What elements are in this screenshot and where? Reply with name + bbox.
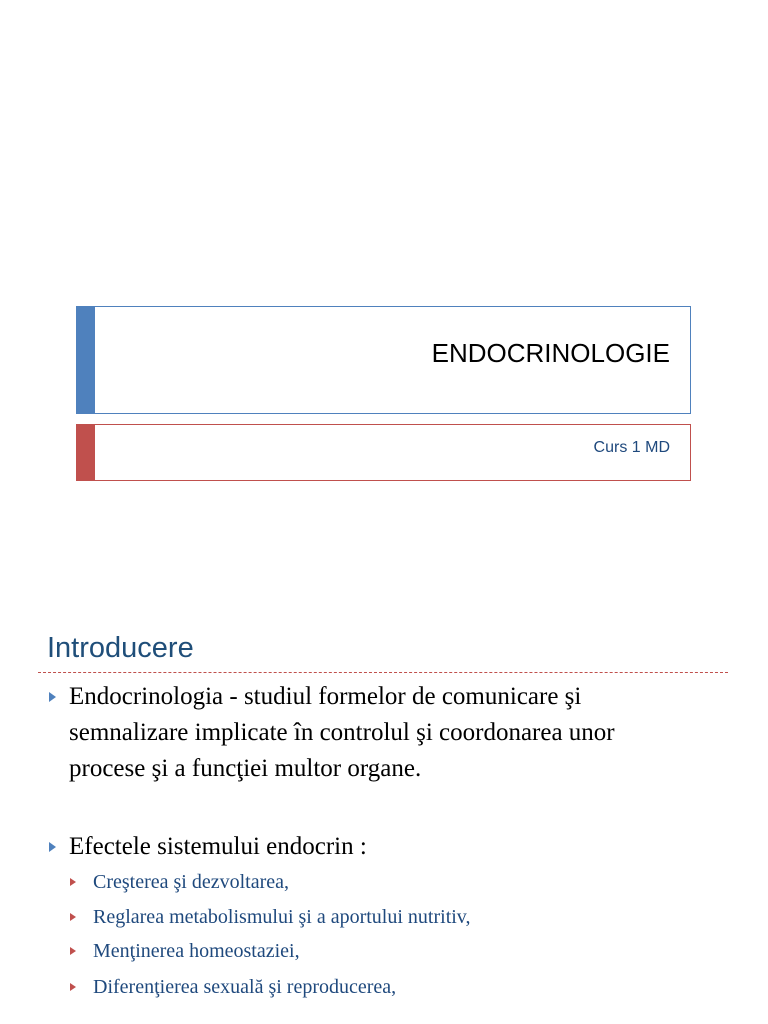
small-triangle-bullet-icon xyxy=(70,878,76,886)
triangle-bullet-icon xyxy=(49,692,56,702)
bullet-text-line: semnalizare implicate în controlul şi coordonarea unor xyxy=(69,719,615,746)
content-slide xyxy=(0,576,768,1024)
sub-bullet-text: Creşterea şi dezvoltarea, xyxy=(93,871,290,893)
slide-subtitle: Curs 1 MD xyxy=(593,439,670,456)
slide-title: ENDOCRINOLOGIE xyxy=(431,338,670,368)
heading-divider xyxy=(38,672,728,673)
slide-heading: Introducere xyxy=(47,632,194,664)
sub-bullet-text: Diferenţierea sexuală şi reproducerea, xyxy=(93,976,397,998)
bullet-text-line: Endocrinologia - studiul formelor de comunicare şi xyxy=(69,683,582,710)
small-triangle-bullet-icon xyxy=(70,947,76,955)
sub-bullet-text: Reglarea metabolismului şi a aportului nutritiv, xyxy=(93,906,471,928)
sub-bullet-text: Menţinerea homeostaziei, xyxy=(93,940,300,962)
subtitle-accent-bar xyxy=(76,424,95,481)
small-triangle-bullet-icon xyxy=(70,983,76,991)
triangle-bullet-icon xyxy=(49,842,56,852)
small-triangle-bullet-icon xyxy=(70,913,76,921)
bullet-text-line: procese şi a funcţiei multor organe. xyxy=(69,755,422,782)
title-accent-bar xyxy=(76,306,95,414)
bullet-text-line: Efectele sistemului endocrin : xyxy=(69,833,367,860)
subtitle-box xyxy=(76,424,691,481)
title-box xyxy=(76,306,691,414)
